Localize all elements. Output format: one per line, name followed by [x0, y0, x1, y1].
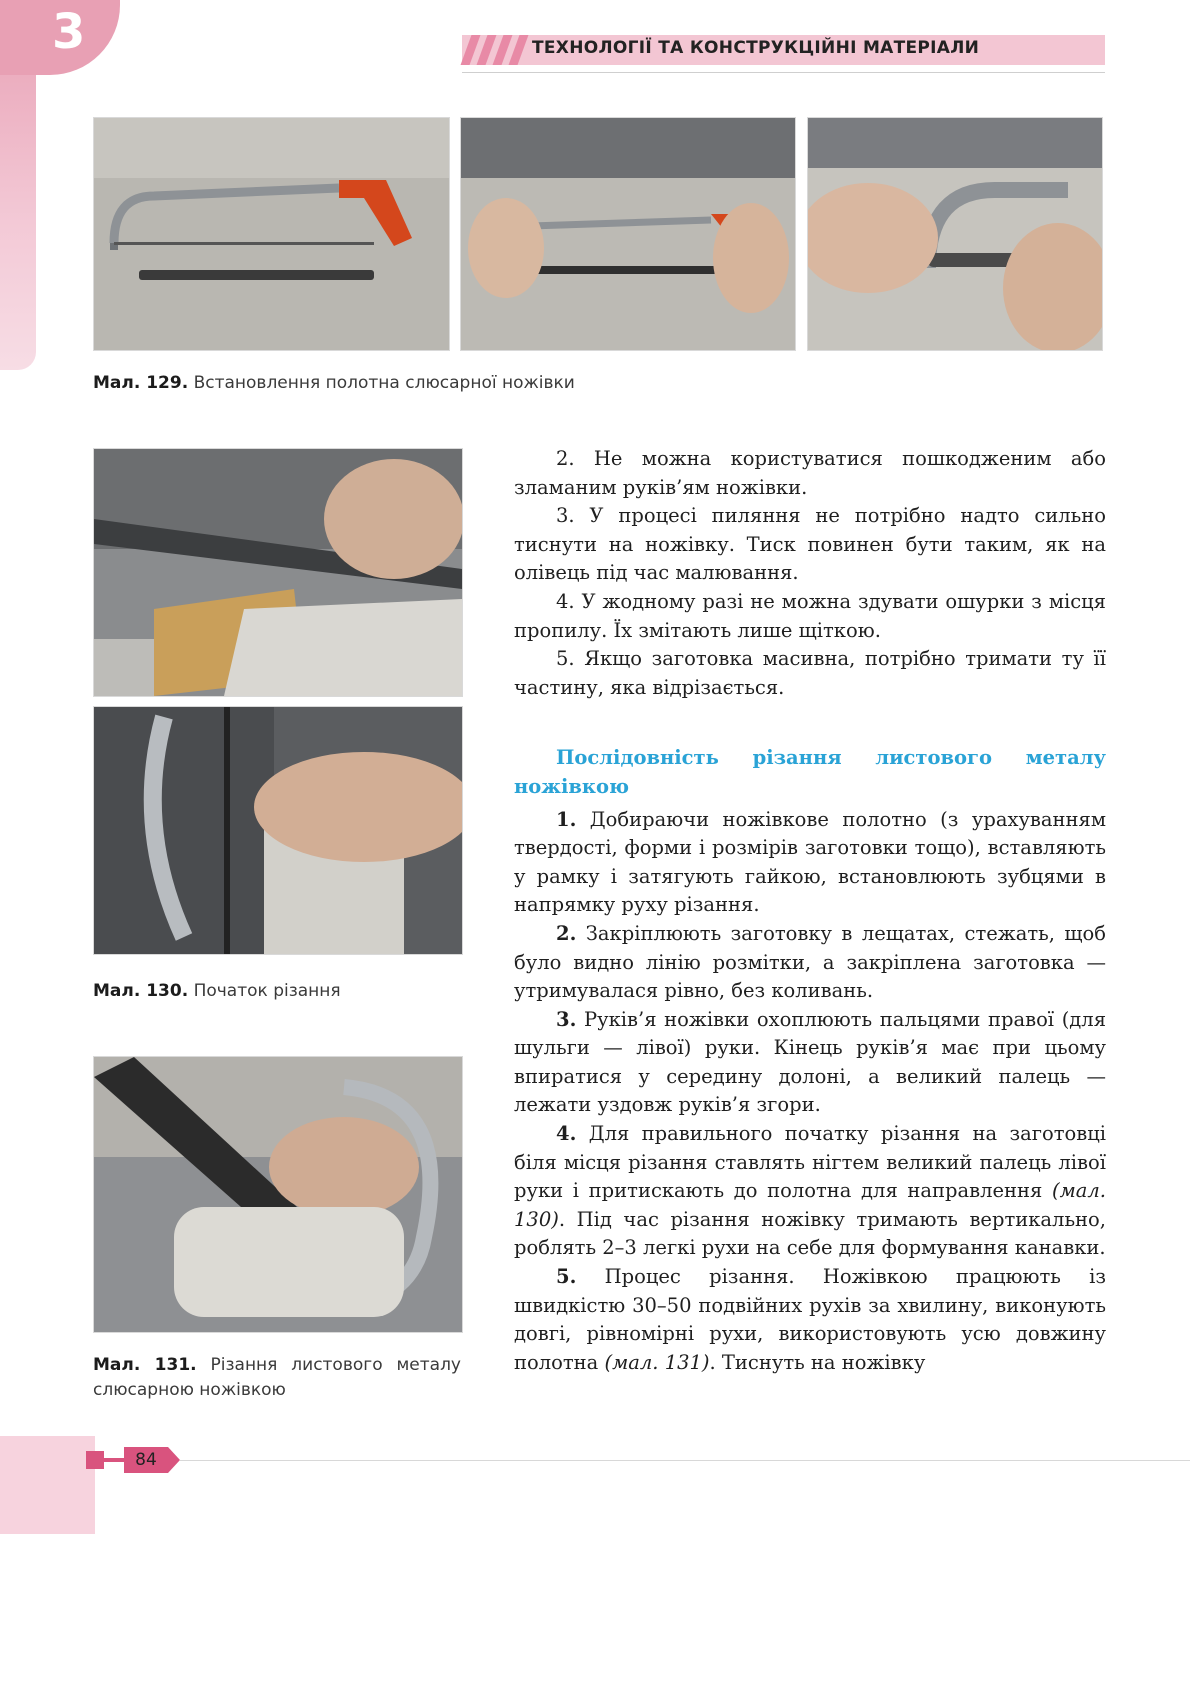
step-2: 2. Закріплюють заготовку в лещатах, стежать, щоб було видно лінію розмітки, а закріплена заготовка — утримувалася рівно, без коливань. [514, 921, 1106, 1003]
figure-ref-131: (мал. 131) [604, 1350, 710, 1374]
chapter-number: 3 [52, 4, 86, 60]
figure-ref-130: (мал. 130) [514, 1179, 1106, 1231]
footer-square-marker [86, 1451, 104, 1469]
safety-rule-5: 5. Якщо заготовка масивна, потрібно тримати ту її частину, яка відрізається. [514, 647, 1106, 699]
section-title: Послідовність різання листового металу ножівкою [514, 746, 1106, 798]
header-title: ТЕХНОЛОГІЇ ТА КОНСТРУКЦІЙНІ МАТЕРІАЛИ [532, 38, 980, 58]
safety-rule-3: 3. У процесі пиляння не потрібно надто сильно тиснути на ножівку. Тиск повинен бути таким, як на олівець під час малювання. [514, 504, 1106, 585]
photo-hacksaw-on-wood [93, 448, 463, 697]
header-rule [462, 72, 1105, 73]
body-text [514, 445, 1106, 1377]
step-1: 1. Добираючи ножівкове полотно (з урахуванням твердості, форми і розмірів заготовки тощо), вставляють у рамку і затягують гайкою, встановлюють зубцями в напрямку руху різання. [514, 807, 1106, 917]
safety-rule-4: 4. У жодному разі не можна здувати ошурки з місця пропилу. Їх змітають лише щіткою. [514, 589, 1106, 642]
header-stripes [462, 35, 542, 65]
figure-caption-131: Мал. 131. Різання листового металу слюсарною ножівкою [93, 1355, 461, 1400]
footer-decoration [0, 1436, 95, 1534]
safety-rule-2: 2. Не можна користуватися пошкодженим або зламаним руків’ям ножівки. [514, 447, 1106, 499]
photo-thumb-guiding-blade [93, 706, 463, 955]
page-number: 84 [135, 1450, 157, 1470]
photo-tightening-nut [807, 117, 1103, 351]
figure-caption-129: Мал. 129. Встановлення полотна слюсарної ножівки [93, 373, 575, 393]
footer-connector [104, 1458, 124, 1462]
footer-rule [180, 1460, 1190, 1461]
photo-hacksaw-with-blade [93, 117, 450, 351]
photo-hands-installing-blade [460, 117, 796, 351]
photo-cutting-sheet-metal [93, 1056, 463, 1333]
step-3: 3. Руків’я ножівки охоплюють пальцями правої (для шульги — лівої) руки. Кінець руків’я має при цьому впиратися у середину долоні, а великий палець — лежати уздовж руків’я згори. [514, 1007, 1106, 1117]
step-4: 4. Для правильного початку різання на заготовці біля місця різання ставлять нігтем великий палець лівої руки і притискають до полотна для направлення (мал. 130). Під час різання ножівку тримають вертикально, роблять 2–3 легкі рухи на себе для формування канавки. [514, 1122, 1106, 1260]
figure-caption-130: Мал. 130. Початок різання [93, 981, 341, 1001]
step-5: 5. Процес різання. Ножівкою працюють із швидкістю 30–50 подвійних рухів за хвилину, виконують довгі, рівномірні рухи, використовують усю довжину полотна (мал. 131). Тиснуть на ножівку [514, 1265, 1106, 1374]
